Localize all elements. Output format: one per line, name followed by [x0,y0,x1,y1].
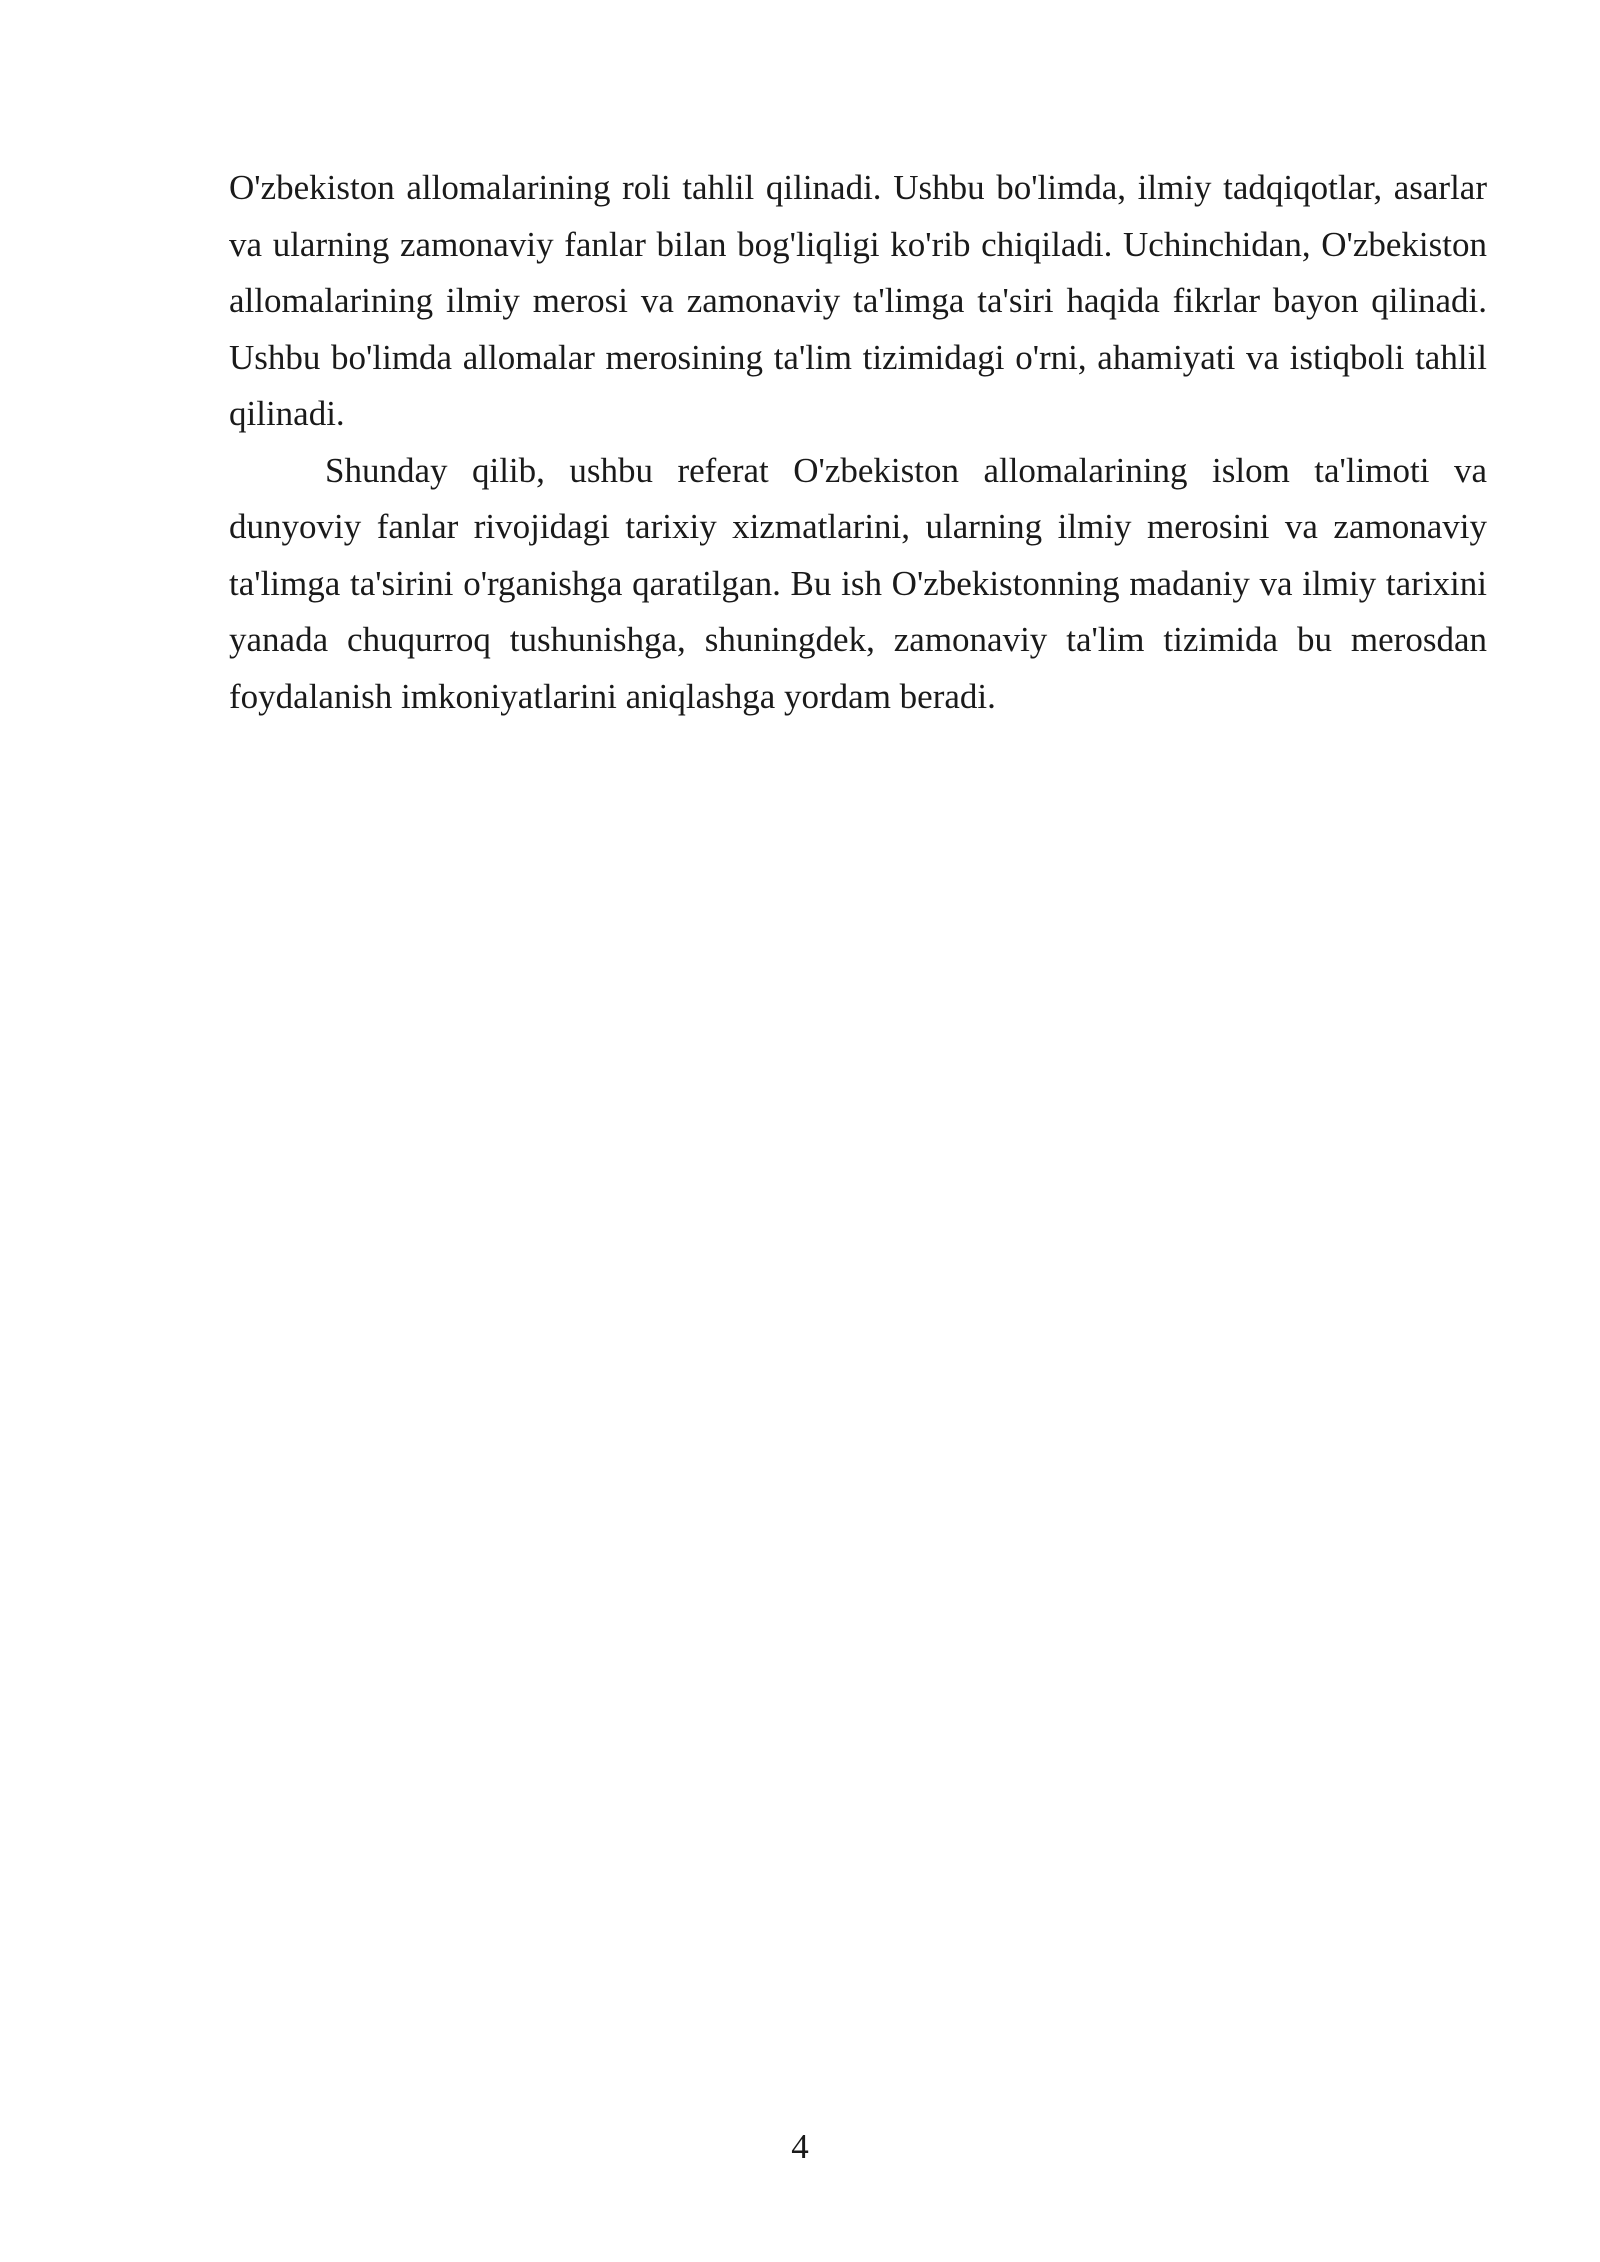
paragraph-conclusion: Shunday qilib, ushbu referat O'zbekiston allomalarining islom ta'limoti va dunyoviy fanlar rivojidagi tarixiy xizmatlarini, ularning ilmiy merosini va zamonaviy ta'limga ta'sirini o'rganishga qaratilgan. Bu ish O'zbekistonning madaniy va ilmiy tarixini yanada chuqurroq tushunishga, shuningdek, zamonaviy ta'lim tizimida bu merosdan foydalanish imkoniyatlarini aniqlashga yordam beradi. [229,450,1487,716]
page-number: 4 [791,2127,809,2166]
paragraph-continuation: O'zbekiston allomalarining roli tahlil qilinadi. Ushbu bo'limda, ilmiy tadqiqotlar, asarlar va ularning zamonaviy fanlar bilan bog'liqligi ko'rib chiqiladi. Uchinchidan, O'zbekiston allomalarining ilmiy merosi va zamonaviy ta'limga ta'siri haqida fikrlar bayon qilinadi. Ushbu bo'limda allomalar merosining ta'lim tizimidagi o'rni, ahamiyati va istiqboli tahlil qilinadi. [229,168,1487,433]
body-text [229,160,1487,725]
